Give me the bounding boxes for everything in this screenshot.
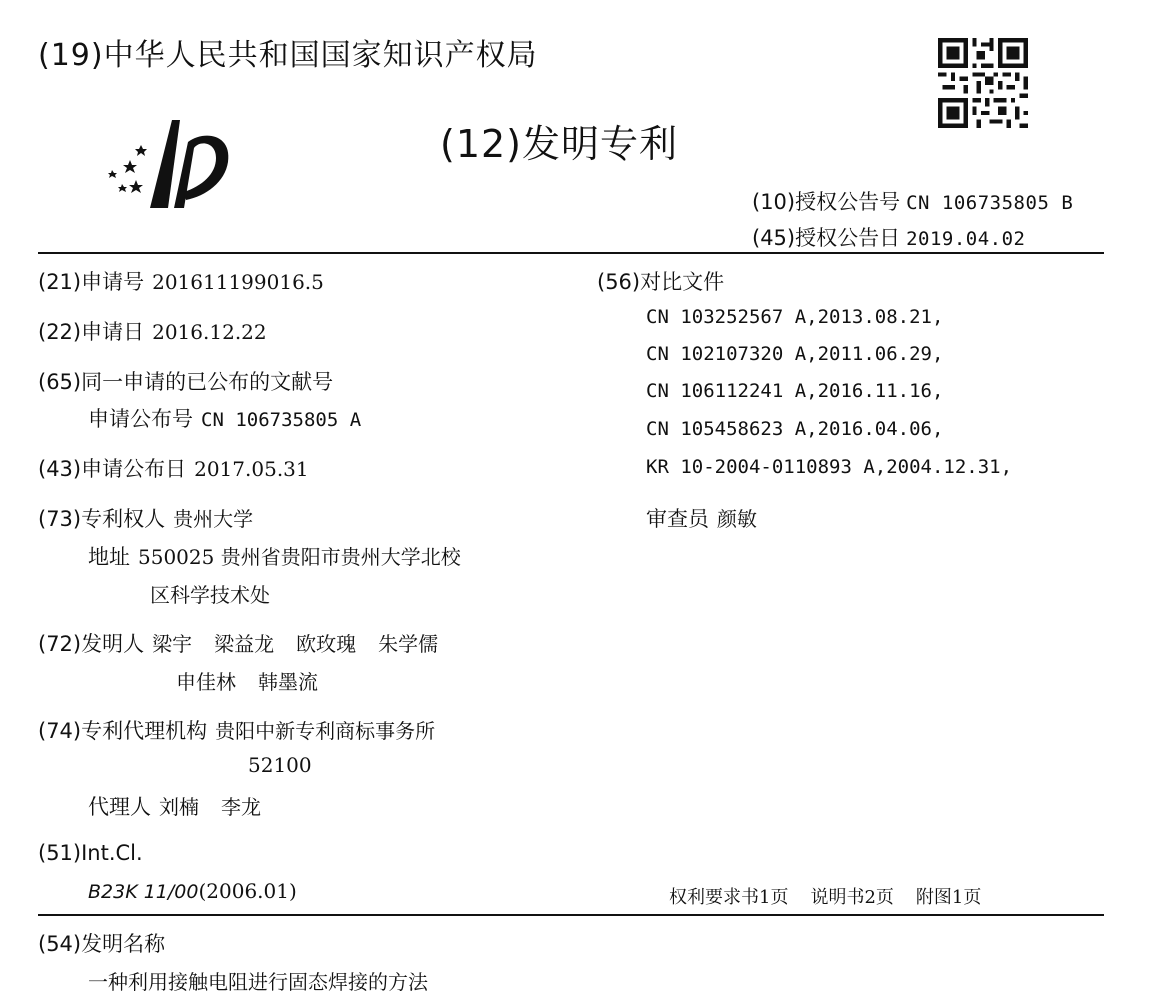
grant-date-row: [752, 222, 1026, 252]
inventor: 梁宇: [152, 632, 193, 656]
cited-document: CN 103252567 A,2013.08.21,: [646, 306, 944, 328]
agency-code: 52100: [248, 753, 312, 777]
int-cl-row: [88, 879, 297, 903]
address-line-2: 区科学技术处: [150, 583, 270, 607]
agency-row: [38, 715, 435, 745]
inventors-row: [38, 628, 438, 658]
claims-page-count: 权利要求书1页: [669, 887, 789, 908]
publication-heading: (65)同一申请的已公布的文献号: [38, 370, 334, 394]
grant-number-label: (10)授权公告号: [752, 190, 901, 214]
page-counts: [669, 883, 981, 909]
publication-date: 2017.05.31: [194, 457, 309, 481]
int-cl-date: (2006.01): [198, 879, 297, 903]
address-row: [88, 541, 461, 571]
inventors-line-2: [176, 666, 318, 695]
issuing-office: (19)中华人民共和国国家知识产权局: [38, 38, 538, 73]
cnipa-logo: [100, 112, 240, 214]
application-date-row: [38, 316, 267, 346]
header-divider: [38, 252, 1104, 254]
inventor: 欧玫瑰: [296, 632, 357, 656]
inventor: 朱学儒: [378, 632, 439, 656]
inventor: 梁益龙: [214, 632, 275, 656]
drawings-page-count: 附图1页: [915, 887, 982, 908]
application-date: 2016.12.22: [152, 320, 267, 344]
application-date-label: (22)申请日: [38, 320, 145, 344]
document-type: (12)发明专利: [440, 122, 679, 166]
inventors-label: (72)发明人: [38, 632, 145, 656]
cited-document: CN 102107320 A,2011.06.29,: [646, 343, 944, 365]
agent: 李龙: [221, 795, 261, 819]
cited-document: CN 105458623 A,2016.04.06,: [646, 418, 944, 440]
invention-title: 一种利用接触电阻进行固态焊接的方法: [88, 970, 428, 994]
inventor: 申佳林: [176, 670, 236, 694]
inventor: 韩墨流: [258, 670, 318, 694]
agency-name: 贵阳中新专利商标事务所: [215, 719, 436, 743]
description-page-count: 说明书2页: [810, 887, 894, 908]
agents-row: [88, 791, 261, 821]
application-number: 201611199016.5: [152, 270, 324, 294]
agent-label: 代理人: [88, 795, 151, 819]
grant-date: 2019.04.02: [906, 228, 1026, 250]
publication-date-label: (43)申请公布日: [38, 457, 187, 481]
qr-code-icon: [938, 38, 1028, 128]
publication-number-row: [88, 403, 361, 433]
publication-number: CN 106735805 A: [201, 409, 362, 431]
grant-number: CN 106735805 B: [906, 192, 1074, 214]
grant-number-row: [752, 186, 1073, 216]
examiner-row: [646, 503, 757, 533]
patentee: 贵州大学: [173, 507, 254, 531]
patentee-row: [38, 503, 253, 533]
agent: 刘楠: [159, 795, 199, 819]
publication-date-row: [38, 453, 309, 483]
cited-document: KR 10-2004-0110893 A,2004.12.31,: [646, 456, 1013, 478]
application-number-row: [38, 266, 324, 296]
address-label: 地址: [88, 545, 130, 569]
section-divider: [38, 914, 1104, 916]
int-cl-label: (51)Int.Cl.: [38, 841, 143, 865]
application-number-label: (21)申请号: [38, 270, 145, 294]
grant-date-label: (45)授权公告日: [752, 226, 901, 250]
agency-label: (74)专利代理机构: [38, 719, 208, 743]
cited-document: CN 106112241 A,2016.11.16,: [646, 380, 944, 402]
publication-number-label: 申请公布号: [88, 407, 193, 431]
patentee-label: (73)专利权人: [38, 507, 166, 531]
examiner: 颜敏: [717, 507, 757, 531]
examiner-label: 审查员: [646, 507, 709, 531]
address-line-1: 550025 贵州省贵阳市贵州大学北校: [138, 545, 461, 569]
invention-title-label: (54)发明名称: [38, 932, 166, 956]
int-cl-code: B23K 11/00: [88, 881, 199, 903]
cited-documents-label: (56)对比文件: [597, 270, 725, 294]
